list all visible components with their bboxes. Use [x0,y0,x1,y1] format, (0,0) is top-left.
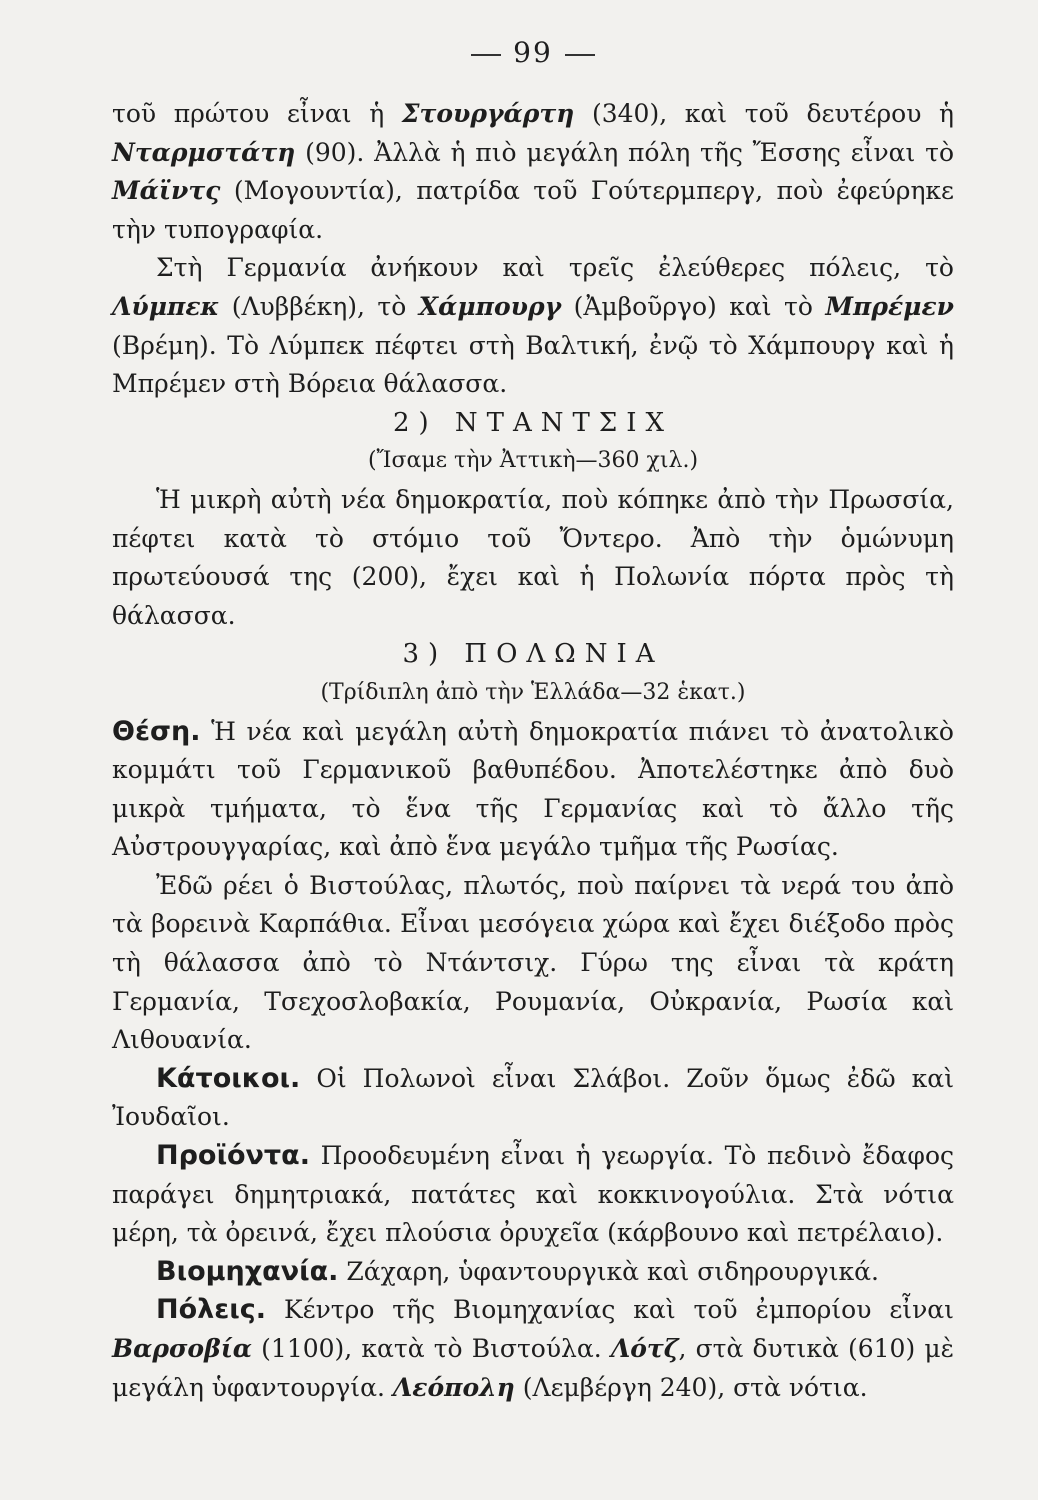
text-run: τοῦ πρώτου εἶναι ἡ [112,99,402,128]
paragraph-industry [112,1253,954,1292]
text-run: (90). Ἀλλὰ ἡ πιὸ μεγάλη πόλη τῆς Ἔσσης εἶναι τὸ [295,137,954,167]
text-run: , στὰ δυτικὰ (610) μὲ μεγάλη ὑφαντουργία. [112,1334,954,1402]
city-name: Μάϊντς [112,176,221,206]
dash-right [565,54,595,56]
city-name: Λεόπολη [392,1372,515,1402]
city-name: Χάμπουργ [418,291,562,321]
heading-products: Προϊόντα. [156,1140,310,1172]
paragraph-products [112,1137,954,1253]
text-run: (Ἀμβοῦργο) καὶ τὸ [561,291,826,321]
section-title-danzig: 2) ΝΤΑΝΤΣΙΧ [392,407,674,438]
page-number [112,36,954,69]
text-run: Ἡ νέα καὶ μεγάλη αὐτὴ δημοκρατία πιάνει τὸ ἀνατολικὸ κομμάτι τοῦ Γερμανικοῦ βαθυπέδου. Ἀποτελέστηκε ἀπὸ δυὸ μικρὰ τμήματα, τὸ ἕνα τῆς Γερμανίας καὶ τὸ ἄλλο τῆς Αὐστρουγγαρίας, καὶ ἀπὸ ἕνα μεγάλο τμῆμα τῆς Ρωσίας. [112,716,954,862]
paragraph-danzig: Ἡ μικρὴ αὐτὴ νέα δημοκρατία, ποὺ κόπηκε ἀπὸ τὴν Πρωσσία, πέφτει κατὰ τὸ στόμιο τοῦ Ὄντερο. Ἀπὸ τὴν ὁμώνυμη πρωτεύουσά της (200), ἔχει καὶ ἡ Πολωνία πόρτα πρὸς τὴ θάλασσα. [112,484,954,630]
paragraph-hesse [112,95,954,249]
text-run: (340), καὶ τοῦ δευτέρου ἡ [574,99,955,128]
city-name: Νταρμστάτη [112,137,296,167]
text-run: (1100), κατὰ τὸ Βιστούλα. [252,1334,611,1363]
city-name: Μπρέμεν [825,291,954,321]
section-subtitle-poland: (Τρίδιπλη ἀπὸ τὴν Ἑλλάδα—32 ἑκατ.) [320,679,746,705]
text-run: Κέντρο τῆς Βιομηχανίας καὶ τοῦ ἐμπορίου εἶναι [266,1295,954,1325]
heading-location: Θέση. [112,715,201,747]
paragraph-cities [112,1291,954,1407]
heading-industry: Βιομηχανία. [156,1255,339,1287]
city-name: Βαρσοβία [112,1334,253,1363]
section-title-poland: 3) ΠΟΛΩΝΙΑ [402,639,664,670]
paragraph-vistula: Ἐδῶ ρέει ὁ Βιστούλας, πλωτός, ποὺ παίρνει τὰ νερά του ἀπὸ τὰ βορεινὰ Καρπάθια. Εἶναι μεσόγεια χώρα καὶ ἔχει διέξοδο πρὸς τὴ θάλασσα ἀπὸ τὸ Ντάντσιχ. Γύρω της εἶναι τὰ κράτη Γερμανία, Τσεχοσλοβακία, Ρουμανία, Οὐκρανία, Ρωσία καὶ Λιθουανία. [112,870,954,1055]
section-subtitle-danzig: (Ἴσαμε τὴν Ἀττικὴ—360 χιλ.) [367,448,699,474]
text-run: (Μογουντία), πατρίδα τοῦ Γούτερμπεργ, ποὺ ἐφεύρηκε τὴν τυπογραφία. [112,176,954,244]
paragraph-location [112,713,954,867]
heading-inhabitants: Κάτοικοι. [156,1062,301,1094]
text-run: (Λεμβέργη 240), στὰ νότια. [514,1372,868,1402]
text-run: Οἱ Πολωνοὶ εἶναι Σλάβοι. Ζοῦν ὅμως ἐδῶ καὶ Ἰουδαῖοι. [112,1063,954,1132]
text-run: Στὴ Γερμανία ἀνήκουν καὶ τρεῖς ἐλεύθερες πόλεις, τὸ [156,253,954,283]
heading-cities: Πόλεις. [156,1294,267,1326]
city-name: Στουργάρτη [401,99,575,128]
text-run: (Βρέμη). Τὸ Λύμπεκ πέφτει στὴ Βαλτική, ἐνῷ τὸ Χάμπουργ καὶ ἡ Μπρέμεν στὴ Βόρεια θάλασσα. [112,330,954,399]
dash-left [471,54,501,56]
paragraph-free-cities [112,249,954,403]
text-run: Ζάχαρη, ὑφαντουργικὰ καὶ σιδηρουργικά. [338,1256,879,1286]
page-number-value: 99 [513,36,553,69]
paragraph-inhabitants [112,1060,954,1137]
city-name: Λύμπεκ [112,291,220,321]
text-run: Προοδευμένη εἶναι ἡ γεωργία. Τὸ πεδινὸ ἔδαφος παράγει δημητριακά, πατάτες καὶ κοκκινογούλια. Στὰ νότια μέρη, τὰ ὀρεινά, ἔχει πλούσια ὀρυχεῖα (κάρβουνο καὶ πετρέλαιο). [112,1141,954,1248]
text-run: (Λυββέκη), τὸ [219,291,419,321]
city-name: Λότζ [610,1334,679,1363]
